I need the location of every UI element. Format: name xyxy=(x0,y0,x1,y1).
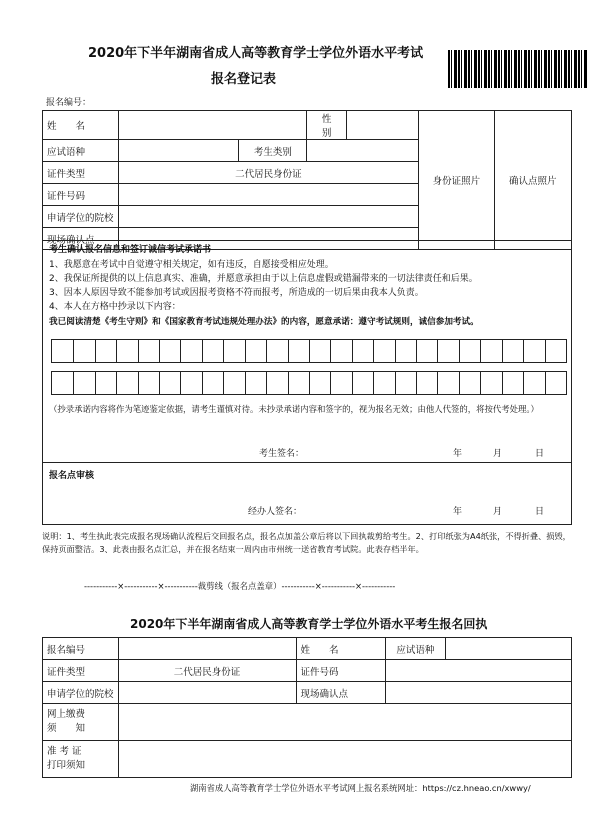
receipt-fee-field xyxy=(118,704,571,741)
sign-year: 年 xyxy=(453,449,463,459)
language-label: 应试语种 xyxy=(43,140,119,162)
receipt-id-no-label: 证件号码 xyxy=(296,660,385,682)
sign-day: 日 xyxy=(535,449,545,459)
form-subtitle: 报名登记表 xyxy=(211,72,277,87)
id-photo-box: 身份证照片 xyxy=(419,111,494,250)
id-number-label: 证件号码 xyxy=(43,184,119,206)
oath-note: （抄录承诺内容将作为笔迹鉴定依据，请考生谨慎对待。未抄录承诺内容和签字的，视为报名无效；由他人代签的，将按代考处理。） xyxy=(49,404,539,414)
registration-table xyxy=(42,110,572,250)
copy-grid-row-2[interactable] xyxy=(51,371,567,395)
receipt-language-field[interactable] xyxy=(445,638,571,660)
oath-statement: 我已阅读清楚《考生守则》和《国家教育考试违规处理办法》的内容，愿意承诺：遵守考试规则，诚信参加考试。 xyxy=(49,317,479,327)
site-label: 现场确认点 xyxy=(43,228,119,250)
review-year: 年 xyxy=(453,507,463,517)
receipt-name-label: 姓 名 xyxy=(296,638,385,660)
name-label: 姓 名 xyxy=(43,111,119,140)
cut-line: -----------×-----------×-----------裁剪线（报名点盖章）-----------×-----------×----------- xyxy=(84,581,396,591)
receipt-id-no-field[interactable] xyxy=(385,660,571,682)
gender-field[interactable] xyxy=(347,111,419,140)
oath-section xyxy=(42,240,572,463)
barcode xyxy=(448,50,588,88)
name-field[interactable] xyxy=(118,111,307,140)
receipt-reg-no-label: 报名编号 xyxy=(43,638,119,660)
review-heading: 报名点审核 xyxy=(49,471,95,481)
language-field[interactable] xyxy=(118,140,239,162)
review-day: 日 xyxy=(535,507,545,517)
exam-type-label: 考生类别 xyxy=(239,140,307,162)
receipt-title: 2020年下半年湖南省成人高等教育学士学位外语水平考生报名回执 xyxy=(130,617,488,631)
school-label: 申请学位的院校 xyxy=(43,206,119,228)
oath-heading: 考生确认报名信息和签订诚信考试承诺书 xyxy=(49,245,212,255)
review-section xyxy=(42,463,572,525)
candidate-sign-label: 考生签名： xyxy=(259,449,305,459)
form-title: 2020年下半年湖南省成人高等教育学士学位外语水平考试 xyxy=(88,46,424,61)
copy-grid-row-1[interactable] xyxy=(51,339,567,363)
id-type-label: 证件类型 xyxy=(43,162,119,184)
receipt-id-type-value: 二代居民身份证 xyxy=(118,660,296,682)
id-number-field[interactable] xyxy=(118,184,419,206)
id-type-value: 二代居民身份证 xyxy=(118,162,419,184)
receipt-school-field[interactable] xyxy=(118,682,296,704)
footer-url: 湖南省成人高等教育学士学位外语水平考试网上报名系统网址：https://cz.hneao.cn/xwwy/ xyxy=(190,783,531,793)
receipt-id-type-label: 证件类型 xyxy=(43,660,119,682)
site-photo-box: 确认点照片 xyxy=(494,111,571,250)
receipt-reg-no-field[interactable] xyxy=(118,638,296,660)
registration-number-label: 报名编号： xyxy=(46,98,92,108)
school-field[interactable] xyxy=(118,206,419,228)
sign-month: 月 xyxy=(493,449,503,459)
receipt-language-label: 应试语种 xyxy=(385,638,445,660)
receipt-site-label: 现场确认点 xyxy=(296,682,385,704)
receipt-ticket-label: 准 考 证 打印须知 xyxy=(43,741,119,778)
review-month: 月 xyxy=(493,507,503,517)
receipt-ticket-field xyxy=(118,741,571,778)
receipt-school-label: 申请学位的院校 xyxy=(43,682,119,704)
form-notes: 说明：1、考生执此表完成报名现场确认流程后交回报名点，报名点加盖公章后将以下回执裁剪给考生。2、打印纸张为A4纸张，不得折叠、损毁，保持页面整洁。3、此表由报名点汇总，并在报名结束一周内由市州统一送省教育考试院。此表存档半年。 xyxy=(42,531,571,554)
receipt-fee-label: 网上缴费 须 知 xyxy=(43,704,119,741)
oath-item-4: 4、本人在方格中抄录以下内容： xyxy=(49,302,181,312)
oath-item-1: 1、我愿意在考试中自觉遵守相关规定，如有违反，自愿接受相应处理。 xyxy=(49,260,334,270)
receipt-table xyxy=(42,637,572,778)
exam-type-field[interactable] xyxy=(307,140,419,162)
oath-item-3: 3、因本人原因导致不能参加考试或因报考资格不符而报考，所造成的一切后果由我本人负责。 xyxy=(49,288,424,298)
officer-sign-label: 经办人签名： xyxy=(248,507,303,517)
receipt-site-field[interactable] xyxy=(385,682,571,704)
gender-label: 性 别 xyxy=(307,111,347,140)
oath-item-2: 2、我保证所提供的以上信息真实、准确，并愿意承担由于以上信息虚假或错漏带来的一切法律责任和后果。 xyxy=(49,274,478,284)
